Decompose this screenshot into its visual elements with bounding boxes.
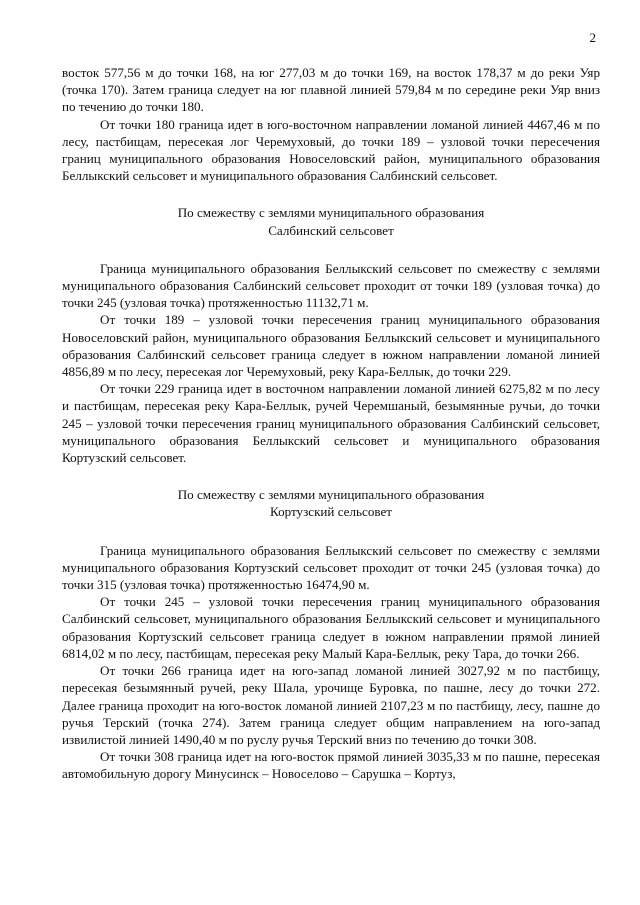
section-heading-line: По смежеству с землями муниципального образования (177, 205, 485, 221)
paragraph: От точки 180 граница идет в юго-восточном направлении ломаной линией 4467,46 м по лесу, пастбищам, пересекая лог Черемуховый, до точки 189 – узловой точки пересечения границ муниципального образования Новоселовский район, муниципального образования Беллыкский сельсовет и муниципального образования Салбинский сельсовет. (62, 116, 600, 184)
section-heading-line: Салбинский сельсовет (268, 222, 394, 238)
section-heading-salbinsky (62, 204, 600, 238)
section-heading-line: По смежеству с землями муниципального образования (177, 487, 485, 503)
paragraph: Граница муниципального образования Беллыкский сельсовет по смежеству с землями муниципального образования Салбинский сельсовет проходит от точки 189 (узловая точка) до точки 245 (узловая точка) протяженностью 11132,71 м. (62, 260, 600, 311)
page-number: 2 (589, 30, 596, 45)
paragraph: восток 577,56 м до точки 168, на юг 277,03 м до точки 169, на восток 178,37 м до реки Уяр (точка 170). Затем граница следует на юг плавной линией 579,84 м по середине реки Уяр вниз по течению до точки 180. (62, 65, 600, 115)
section-heading-kortuzsky (62, 486, 600, 520)
paragraph: От точки 266 граница идет на юго-запад ломаной линией 3027,92 м по пастбищу, пересекая безымянный ручей, реку Шала, урочище Буровка, по пашне, лесу до точки 272. Далее граница проходит на юго-восток ломаной линией 2107,23 м по пастбищу, лесу, пашне до ручья Терский (точка 274). Затем граница следует общим направлением на юго-запад извилистой линией 1490,40 м по руслу ручья Терский вниз по течению до точки 308. (62, 663, 600, 747)
paragraph: От точки 308 граница идет на юго-восток прямой линией 3035,33 м по пашне, пересекая автомобильную дорогу Минусинск – Новоселово – Сарушка – Кортуз, (62, 749, 600, 782)
paragraph: Граница муниципального образования Беллыкский сельсовет по смежеству с землями муниципального образования Кортузский сельсовет проходит от точки 245 (узловая точка) до точки 315 (узловая точка) протяженностью 16474,90 м. (62, 542, 600, 593)
paragraph: От точки 189 – узловой точки пересечения границ муниципального образования Новоселовский район, муниципального образования Беллыкский сельсовет и муниципального образования Салбинский сельсовет граница следует в южном направлении ломаной линией 4856,89 м по лесу, пересекая лог Черемуховый, реку Кара-Беллык, до точки 229. (62, 312, 600, 380)
paragraph: От точки 245 – узловой точки пересечения границ муниципального образования Салбинский сельсовет, муниципального образования Беллыкский сельсовет и муниципального образования Кортузский сельсовет граница следует в южном направлении прямой линией 6814,02 м по лесу, пастбищам, пересекая реку Малый Кара-Беллык, реку Тара, до точки 266. (62, 594, 600, 661)
section-heading-line: Кортузский сельсовет (269, 504, 393, 520)
paragraph: От точки 229 граница идет в восточном направлении ломаной линией 6275,82 м по лесу и пастбищам, пересекая реку Кара-Беллык, ручей Черемшаный, безымянные ручьи, до точки 245 – узловой точки пересечения границ муниципального образования Салбинский сельсовет, муниципального образования Беллыкский сельсовет и муниципального образования Кортузский сельсовет. (62, 381, 600, 466)
